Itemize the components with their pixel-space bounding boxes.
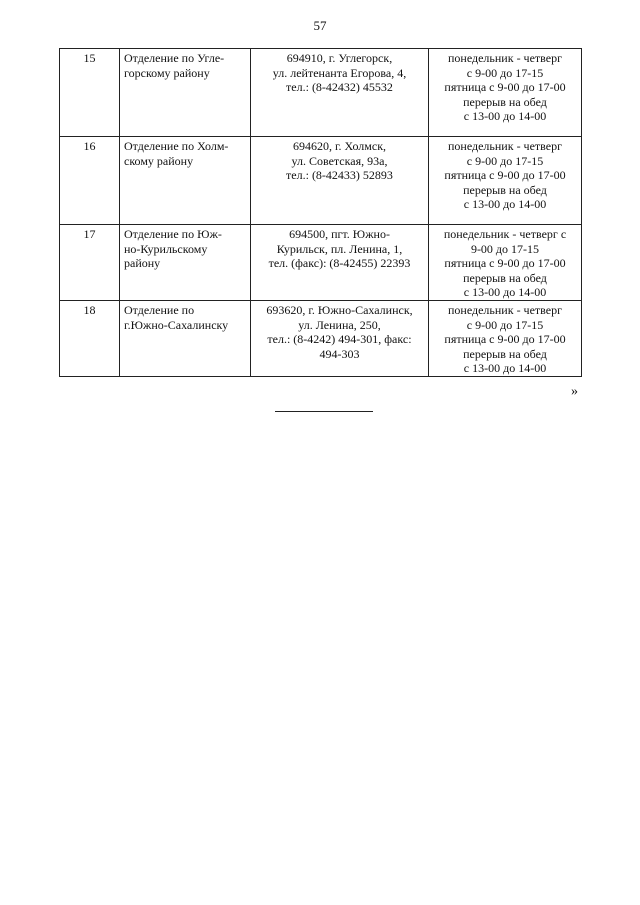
- table-row: [60, 137, 582, 225]
- office-address: [251, 49, 429, 137]
- hours-line: с 9-00 до 17-15: [466, 65, 544, 80]
- office-name-line: Отделение по Холм-: [124, 139, 229, 153]
- address-line: тел. (факс): (8-42455) 22393: [268, 256, 411, 271]
- hours-line: понедельник - четверг: [447, 303, 563, 317]
- office-name-line: скому району: [124, 153, 194, 168]
- address-line: 494-303: [319, 346, 360, 361]
- office-name: [120, 49, 251, 137]
- hours-line: с 13-00 до 14-00: [463, 109, 547, 124]
- office-hours: [429, 225, 582, 301]
- hours-line: перерыв на обед: [463, 270, 547, 285]
- office-name-line: Отделение по Юж-: [124, 227, 222, 241]
- address-line: тел.: (8-42432) 45532: [286, 80, 393, 95]
- table-row: [60, 225, 582, 301]
- office-name: [120, 137, 251, 225]
- office-address: [251, 225, 429, 301]
- office-name-line: Отделение по: [124, 303, 195, 317]
- hours-line: с 13-00 до 14-00: [463, 197, 547, 212]
- office-name-line: горскому району: [124, 65, 210, 80]
- hours-line: понедельник - четверг: [447, 51, 563, 65]
- row-number: 16: [60, 137, 120, 225]
- row-number: 15: [60, 49, 120, 137]
- end-divider: [275, 411, 373, 412]
- page-number: 57: [313, 18, 327, 33]
- hours-line: 9-00 до 17-15: [470, 241, 540, 256]
- office-address: [251, 137, 429, 225]
- address-line: тел.: (8-42433) 52893: [286, 168, 393, 183]
- address-line: ул. Ленина, 250,: [298, 317, 381, 332]
- hours-line: понедельник - четверг с: [443, 227, 567, 241]
- hours-line: с 13-00 до 14-00: [463, 285, 547, 300]
- row-number: 18: [60, 301, 120, 377]
- hours-line: с 13-00 до 14-00: [463, 361, 547, 376]
- office-name-line: Отделение по Угле-: [124, 51, 225, 65]
- office-address: [251, 301, 429, 377]
- hours-line: перерыв на обед: [463, 346, 547, 361]
- table-row: [60, 301, 582, 377]
- closing-quote: »: [571, 384, 578, 399]
- hours-line: с 9-00 до 17-15: [466, 153, 544, 168]
- address-line: Курильск, пл. Ленина, 1,: [276, 241, 403, 256]
- office-name-line: району: [124, 256, 161, 271]
- address-line: ул. Советская, 93а,: [291, 153, 388, 168]
- hours-line: с 9-00 до 17-15: [466, 317, 544, 332]
- row-number: 17: [60, 225, 120, 301]
- office-hours: [429, 49, 582, 137]
- table-row: [60, 49, 582, 137]
- address-line: ул. лейтенанта Егорова, 4,: [272, 65, 407, 80]
- office-name-line: г.Южно-Сахалинску: [124, 317, 229, 332]
- address-line: 694620, г. Холмск,: [292, 139, 387, 153]
- hours-line: перерыв на обед: [463, 94, 547, 109]
- address-line: 694500, пгт. Южно-: [289, 227, 390, 241]
- hours-line: перерыв на обед: [463, 182, 547, 197]
- hours-line: понедельник - четверг: [447, 139, 563, 153]
- hours-line: пятница с 9-00 до 17-00: [444, 256, 566, 271]
- office-name: [120, 225, 251, 301]
- hours-line: пятница с 9-00 до 17-00: [444, 168, 566, 183]
- address-line: тел.: (8-4242) 494-301, факс:: [267, 332, 412, 347]
- address-line: 693620, г. Южно-Сахалинск,: [266, 303, 413, 317]
- offices-table: [59, 48, 582, 377]
- office-hours: [429, 137, 582, 225]
- address-line: 694910, г. Углегорск,: [286, 51, 393, 65]
- office-name: [120, 301, 251, 377]
- office-hours: [429, 301, 582, 377]
- office-name-line: но-Курильскому: [124, 241, 208, 256]
- hours-line: пятница с 9-00 до 17-00: [444, 80, 566, 95]
- hours-line: пятница с 9-00 до 17-00: [444, 332, 566, 347]
